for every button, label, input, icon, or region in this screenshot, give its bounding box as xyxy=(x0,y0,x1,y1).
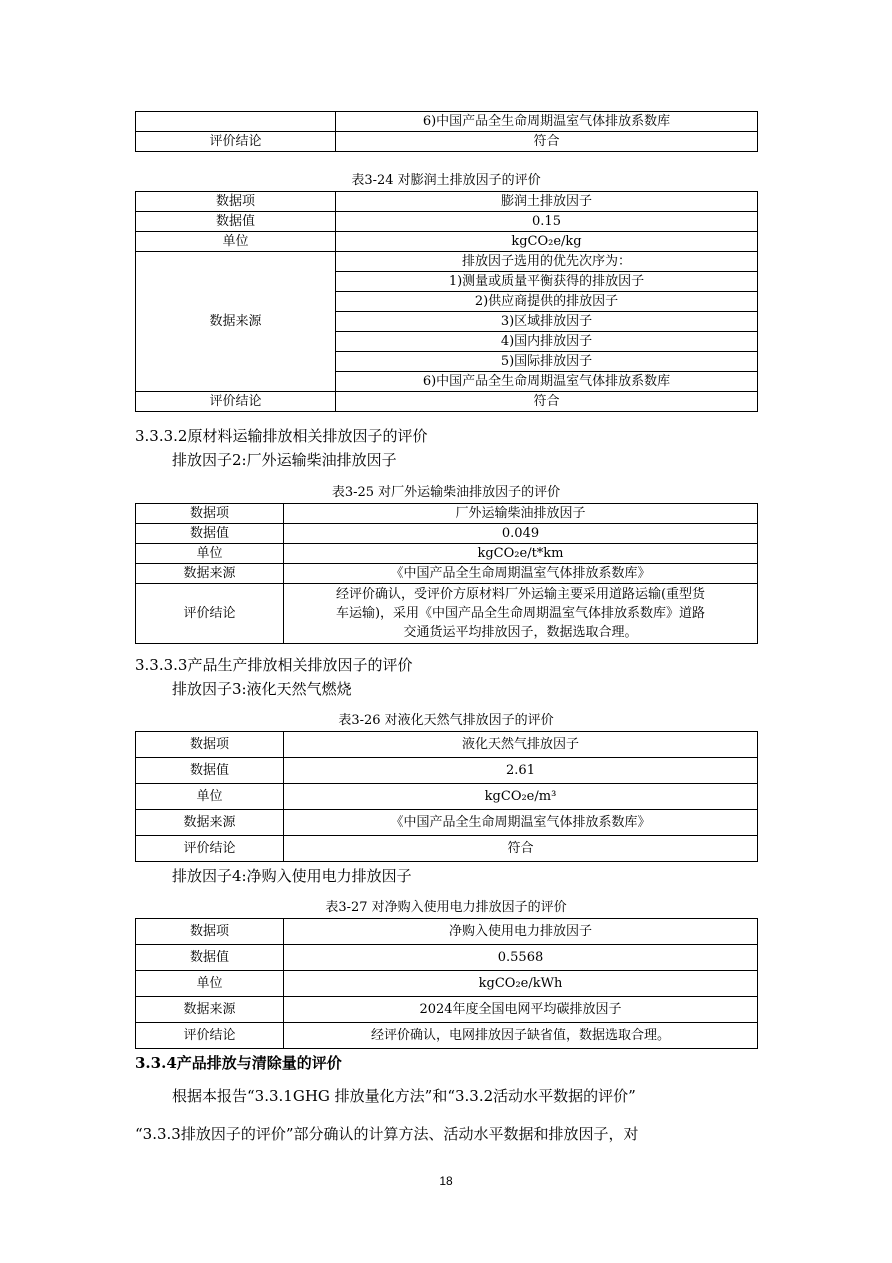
table-cell: 0.5568 xyxy=(284,945,758,971)
table-cell: 《中国产品全生命周期温室气体排放系数库》 xyxy=(284,810,758,836)
table-cell: 单位 xyxy=(136,232,336,252)
table-cell: 单位 xyxy=(136,971,284,997)
table-cell: 5)国际排放因子 xyxy=(336,352,758,372)
table-cell: 6)中国产品全生命周期温室气体排放系数库 xyxy=(336,372,758,392)
table-cell: 膨润土排放因子 xyxy=(336,192,758,212)
table-cell: 数据来源 xyxy=(136,997,284,1023)
table-cell: 评价结论 xyxy=(136,132,336,152)
table-cell: 数据值 xyxy=(136,524,284,544)
table-caption: 表3-24 对膨润土排放因子的评价 xyxy=(351,173,541,188)
table-cell: 单位 xyxy=(136,784,284,810)
text-line: 车运输)，采用《中国产品全生命周期温室气体排放系数库》道路 xyxy=(335,606,706,621)
table-caption: 表3-25 对厂外运输柴油排放因子的评价 xyxy=(331,485,561,500)
table-cell: 6)中国产品全生命周期温室气体排放系数库 xyxy=(336,112,758,132)
table-cell: 数据来源 xyxy=(136,252,336,392)
table-cell: 排放因子选用的优先次序为： xyxy=(336,252,758,272)
section-heading: 3.3.3.2原材料运输排放相关排放因子的评价 xyxy=(135,427,428,445)
table-cell: 《中国产品全生命周期温室气体排放系数库》 xyxy=(284,564,758,584)
table-cell xyxy=(136,112,336,132)
text-line: 交通货运平均排放因子，数据选取合理。 xyxy=(403,625,638,640)
table-cell: 0.15 xyxy=(336,212,758,232)
table-cell: 数据值 xyxy=(136,212,336,232)
table-cell: 2.61 xyxy=(284,758,758,784)
table-cell: 数据项 xyxy=(136,732,284,758)
table-cell: 数据来源 xyxy=(136,564,284,584)
table-cell: 液化天然气排放因子 xyxy=(284,732,758,758)
subheading: 排放因子2:厂外运输柴油排放因子 xyxy=(172,451,397,469)
table-cell: 4)国内排放因子 xyxy=(336,332,758,352)
page-number: 18 xyxy=(439,1174,453,1188)
table-cell: 评价结论 xyxy=(136,836,284,862)
table-cell: 评价结论 xyxy=(136,584,284,644)
table-cell: 单位 xyxy=(136,544,284,564)
table-cell: 数据值 xyxy=(136,945,284,971)
table-caption: 表3-26 对液化天然气排放因子的评价 xyxy=(338,713,554,728)
table-cell: 符合 xyxy=(284,836,758,862)
paragraph-line: “3.3.3排放因子的评价”部分确认的计算方法、活动水平数据和排放因子，对 xyxy=(135,1125,639,1143)
table-cell: 数据项 xyxy=(136,919,284,945)
paragraph-line: 根据本报告“3.3.1GHG 排放量化方法”和“3.3.2活动水平数据的评价” xyxy=(172,1087,636,1105)
table-cell xyxy=(284,584,758,644)
table-cell: 经评价确认，电网排放因子缺省值，数据选取合理。 xyxy=(284,1023,758,1049)
table-cell: 0.049 xyxy=(284,524,758,544)
table-cell: 符合 xyxy=(336,392,758,412)
subheading: 排放因子3:液化天然气燃烧 xyxy=(172,680,352,698)
table-cell: 数据项 xyxy=(136,504,284,524)
table-cell: 1)测量或质量平衡获得的排放因子 xyxy=(336,272,758,292)
table-cell: 数据来源 xyxy=(136,810,284,836)
table-3-26 xyxy=(135,731,758,862)
table-cell: 3)区域排放因子 xyxy=(336,312,758,332)
table-cell: kgCO₂e/m³ xyxy=(284,784,758,810)
table-cell: 2)供应商提供的排放因子 xyxy=(336,292,758,312)
section-heading: 3.3.3.3产品生产排放相关排放因子的评价 xyxy=(135,656,413,674)
table-cell: 净购入使用电力排放因子 xyxy=(284,919,758,945)
table-cell: 评价结论 xyxy=(136,392,336,412)
table-3-24 xyxy=(135,191,758,412)
table-cell: 厂外运输柴油排放因子 xyxy=(284,504,758,524)
table-cell: 数据值 xyxy=(136,758,284,784)
table-cell: kgCO₂e/kWh xyxy=(284,971,758,997)
table-cell: 评价结论 xyxy=(136,1023,284,1049)
text-line: 经评价确认，受评价方原材料厂外运输主要采用道路运输(重型货 xyxy=(335,587,706,602)
table-3-27 xyxy=(135,918,758,1049)
subheading: 排放因子4:净购入使用电力排放因子 xyxy=(172,867,412,885)
section-heading: 3.3.4产品排放与清除量的评价 xyxy=(135,1054,342,1072)
table-cell: kgCO₂e/kg xyxy=(336,232,758,252)
table-cell: kgCO₂e/t*km xyxy=(284,544,758,564)
table-cell: 符合 xyxy=(336,132,758,152)
table-caption: 表3-27 对净购入使用电力排放因子的评价 xyxy=(325,900,567,915)
table-cell: 数据项 xyxy=(136,192,336,212)
table-cell: 2024年度全国电网平均碳排放因子 xyxy=(284,997,758,1023)
top-table xyxy=(135,111,758,152)
table-3-25 xyxy=(135,503,758,644)
